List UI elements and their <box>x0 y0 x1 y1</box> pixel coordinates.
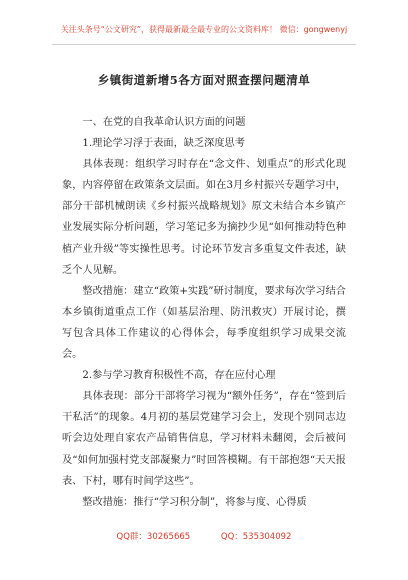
promo-header: 关注头条号“公文研究”，获得最新最全最专业的公文资料库！ 微信：gongwenyj <box>60 25 348 34</box>
qq-group-number: QQ群：30265665 <box>116 532 191 542</box>
body-paragraph: 整改措施：建立“政策+实践”研讨制度，要求每次学习结合本乡镇街道重点工作（如基层治理、防汛救灾）开展讨论，撰写包含具体工作建议的心得体会，每季度组织学习成果交流会。 <box>62 285 346 361</box>
body-paragraph: 具体表现：组织学习时存在“念文件、划重点”的形式化现象，内容停留在政策条文层面。如在3月乡村振兴专题学习中，部分干部机械朗读《乡村振兴战略规划》原文未结合本乡镇产业发展实际分析问题，学习笔记多为摘抄少见“如何推动特色种植产业升级”等实操性思考。讨论环节发言多重复文件表述，缺乏个人见解。 <box>62 159 346 276</box>
body-paragraph: 整改措施：推行“学习积分制”，将参与度、心得质 <box>82 496 307 508</box>
document-title: 乡镇街道新增5各方面对照查摆问题清单 <box>97 73 311 87</box>
body-paragraph: 具体表现：部分干部将学习视为“额外任务”，存在“签到后干私活”的现象。4月初的基层党建学习会上，发现个别同志边听会边处理自家农产品销售信息，学习材料未翻阅，会后被问及“如何加强村党支部凝聚力”时回答模糊。有干部抱怨“天天报表、下村，哪有时间学这些”。 <box>62 391 346 487</box>
section-heading: 一、在党的自我革命认识方面的问题 <box>82 117 246 128</box>
header-divider <box>52 44 356 45</box>
footer-contact <box>0 530 408 542</box>
subsection-heading: 1.理论学习浮于表面，缺乏深度思考 <box>82 138 245 150</box>
qq-number: QQ：535304092 <box>220 532 292 542</box>
document-body <box>62 112 346 513</box>
subsection-heading: 2.参与学习教育积极性不高，存在应付心理 <box>82 370 276 382</box>
